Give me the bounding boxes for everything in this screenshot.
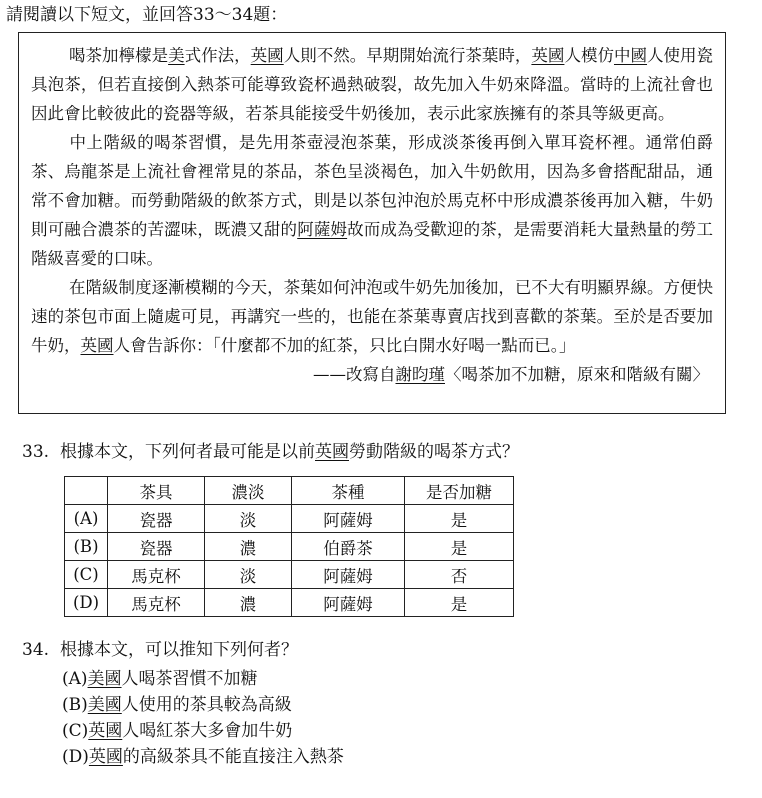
option-label: (B) — [65, 533, 108, 561]
proper-noun: 美國 — [87, 695, 122, 715]
choice-b — [62, 692, 344, 718]
source-title: 〈喝茶加不加糖，原來和階級有關〉 — [445, 365, 709, 384]
header-cell: 茶具 — [108, 477, 205, 505]
option-label: (A) — [65, 505, 108, 533]
table-cell: 是 — [405, 505, 514, 533]
source-prefix: ——改寫自 — [313, 365, 396, 384]
question-text: 根據本文，可以推知下列何者？ — [60, 640, 298, 660]
p2-text-2: 故而成為受歡迎的茶，是需要消耗大量熱量的勞工階級喜愛的口味。 — [31, 220, 714, 268]
proper-noun-britain: 英國 — [250, 46, 284, 65]
question-33 — [22, 440, 519, 464]
choice-label: (A) — [62, 669, 88, 689]
p1-text-4: 人模仿 — [564, 46, 614, 65]
choice-text: 人喝紅茶大多會加牛奶 — [122, 721, 293, 741]
table-cell: 是 — [405, 589, 514, 617]
passage-paragraph-1 — [31, 41, 713, 128]
table-cell: 瓷器 — [108, 533, 205, 561]
header-cell: 茶種 — [292, 477, 405, 505]
table-row-a — [65, 505, 514, 533]
proper-noun-britain: 英國 — [315, 442, 349, 462]
choice-text: 人喝茶習慣不加糖 — [121, 669, 258, 689]
choice-c — [62, 718, 344, 744]
table-cell: 瓷器 — [108, 505, 205, 533]
question-number: 33. — [22, 442, 50, 462]
proper-noun: 英國 — [88, 721, 123, 741]
proper-noun: 英國 — [88, 747, 123, 767]
table-cell: 阿薩姆 — [292, 505, 405, 533]
p3-text-2: 人會告訴你：「什麼都不加的紅茶，只比白開水好喝一點而已。」 — [113, 336, 576, 355]
question-number: 34. — [22, 640, 50, 660]
header-cell: 濃淡 — [205, 477, 292, 505]
option-label: (C) — [65, 561, 108, 589]
choice-label: (B) — [62, 695, 88, 715]
options-table — [64, 476, 514, 617]
p1-text-5: 人使用瓷具泡茶，但若直接倒入熱茶可能導致瓷杯過熱破裂，故先加入牛奶來降溫。當時的上流社會也因此會比較彼此的瓷器等級，若茶具能接受牛奶後加，表示此家族擁有的茶具等級更高。 — [31, 46, 714, 123]
table-cell: 阿薩姆 — [292, 561, 405, 589]
choice-text: 人使用的茶具較為高級 — [121, 695, 292, 715]
question-34 — [22, 638, 298, 662]
passage-source — [31, 360, 713, 389]
proper-noun-assam: 阿薩姆 — [297, 220, 348, 239]
table-cell: 馬克杯 — [108, 589, 205, 617]
table-row-b — [65, 533, 514, 561]
table-header-row — [65, 477, 514, 505]
proper-noun-america: 美 — [168, 46, 185, 65]
choice-text: 的高級茶具不能直接注入熱茶 — [122, 747, 344, 767]
proper-noun-britain: 英國 — [80, 336, 114, 355]
table-cell: 阿薩姆 — [292, 589, 405, 617]
question-text-1: 根據本文，下列何者最可能是以前 — [60, 442, 315, 462]
choices-list — [62, 666, 344, 770]
p1-text-2: 式作法， — [184, 46, 251, 65]
proper-noun-britain: 英國 — [531, 46, 565, 65]
table-cell: 馬克杯 — [108, 561, 205, 589]
p2-text-1: 中上階級的喝茶習慣，是先用茶壺浸泡茶葉，形成淡茶後再倒入單耳瓷杯裡。通常伯爵茶、烏龍茶是上流社會裡常見的茶品，茶色呈淡褐色，加入牛奶飲用，因為多會搭配甜品，通常不會加糖。而勞動階級的飲茶方式，則是以茶包沖泡於馬克杯中形成濃茶後再加入糖，牛奶則可融合濃茶的苦澀味，既濃又甜的 — [31, 133, 713, 239]
choice-label: (D) — [62, 747, 89, 767]
passage-paragraph-2 — [31, 128, 713, 273]
table-cell: 否 — [405, 561, 514, 589]
table-cell: 濃 — [205, 589, 292, 617]
passage-box — [18, 32, 726, 414]
choice-a — [62, 666, 344, 692]
header-cell — [65, 477, 108, 505]
table-cell: 是 — [405, 533, 514, 561]
table-cell: 淡 — [205, 561, 292, 589]
table-cell: 濃 — [205, 533, 292, 561]
choice-label: (C) — [62, 721, 89, 741]
passage-paragraph-3 — [31, 273, 713, 360]
header-cell: 是否加糖 — [405, 477, 514, 505]
p3-text-1: 在階級制度逐漸模糊的今天，茶葉如何沖泡或牛奶先加後加，已不大有明顯界線。方便快速的茶包市面上隨處可見，再講究一些的，也能在茶葉專賣店找到喜歡的茶葉。至於是否要加牛奶， — [31, 278, 713, 355]
source-author: 謝昀瑾 — [395, 365, 445, 384]
instruction-text: 請閱讀以下短文，並回答33～34題： — [6, 5, 288, 25]
proper-noun: 美國 — [87, 669, 122, 689]
table-cell: 伯爵茶 — [292, 533, 405, 561]
option-label: (D) — [65, 589, 108, 617]
table-row-d — [65, 589, 514, 617]
proper-noun-china: 中國 — [613, 46, 648, 65]
table-row-c — [65, 561, 514, 589]
question-text-2: 勞動階級的喝茶方式？ — [349, 442, 519, 462]
p1-text-3: 人則不然。早期開始流行茶葉時， — [283, 46, 532, 65]
p1-text-1: 喝茶加檸檬是 — [69, 46, 169, 65]
table-cell: 淡 — [205, 505, 292, 533]
choice-d — [62, 744, 344, 770]
